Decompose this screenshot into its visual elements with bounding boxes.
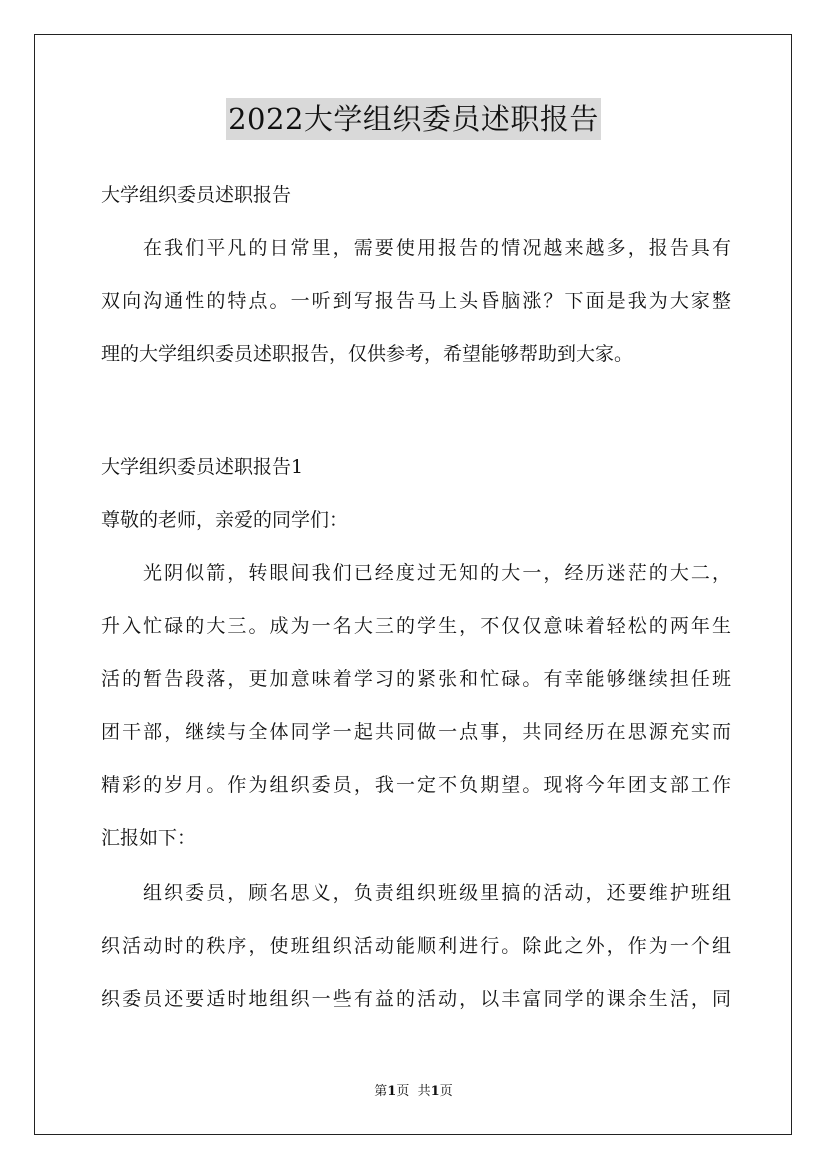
page-footer [0, 1082, 827, 1102]
paragraph-line: 在我们平凡的日常里，需要使用报告的情况越来越多，报告具有 [143, 237, 731, 259]
document-title: 2022大学组织委员述职报告 [226, 98, 601, 140]
total-pages: 1 [430, 1084, 440, 1099]
paragraph-line: 理的大学组织委员述职报告，仅供参考，希望能够帮助到大家。 [101, 343, 634, 365]
total-suffix: 页 [439, 1084, 453, 1099]
paragraph-line: 织委员还要适时地组织一些有益的活动，以丰富同学的课余生活，同 [101, 988, 731, 1010]
section-heading: 大学组织委员述职报告1 [101, 456, 304, 478]
subtitle-line: 大学组织委员述职报告 [101, 184, 292, 206]
paragraph-line: 升入忙碌的大三。成为一名大三的学生，不仅仅意味着轻松的两年生 [101, 615, 731, 637]
salutation-line: 尊敬的老师，亲爱的同学们： [101, 509, 349, 531]
paragraph-line: 活的暂告段落，更加意味着学习的紧张和忙碌。有幸能够继续担任班 [101, 668, 731, 690]
paragraph-line: 组织委员，顾名思义，负责组织班级里搞的活动，还要维护班组 [143, 882, 731, 904]
paragraph-line: 双向沟通性的特点。一听到写报告马上头昏脑涨？下面是我为大家整 [101, 290, 731, 312]
page-suffix: 页 [396, 1084, 410, 1099]
total-prefix: 共 [417, 1084, 431, 1099]
paragraph-line: 精彩的岁月。作为组织委员，我一定不负期望。现将今年团支部工作 [101, 774, 731, 796]
page-prefix: 第 [374, 1084, 388, 1099]
paragraph-line: 团干部，继续与全体同学一起共同做一点事，共同经历在思源充实而 [101, 721, 731, 743]
paragraph-line: 织活动时的秩序，使班组织活动能顺利进行。除此之外，作为一个组 [101, 935, 731, 957]
title-container [0, 98, 827, 140]
paragraph-line: 汇报如下： [101, 827, 197, 849]
page-number: 1 [387, 1084, 397, 1099]
paragraph-line: 光阴似箭，转眼间我们已经度过无知的大一，经历迷茫的大二， [143, 562, 731, 584]
